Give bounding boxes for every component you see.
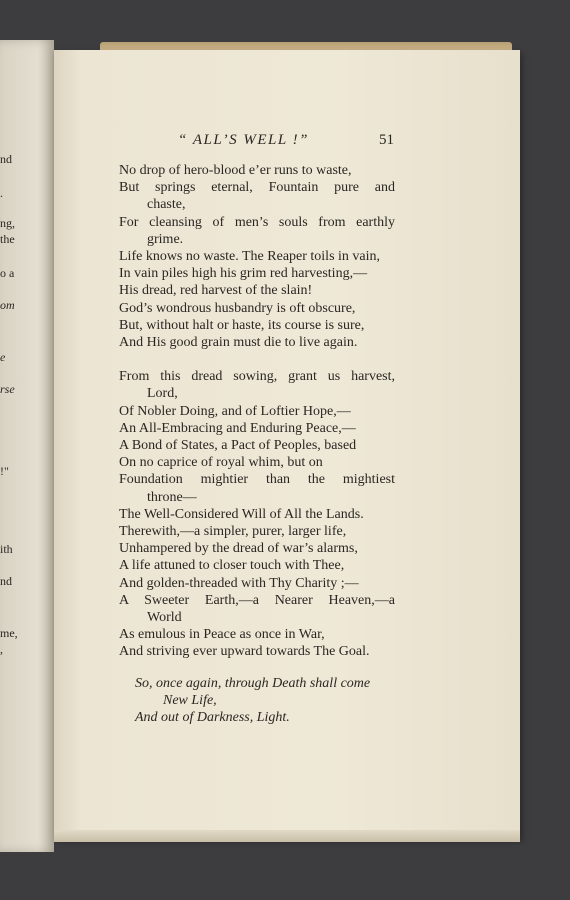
poem-line: Foundation mightier than the mightiest <box>119 472 395 488</box>
poem-line: From this dread sowing, grant us harvest, <box>119 369 395 385</box>
poem-line: New Life, <box>163 692 217 708</box>
left-page-fragment: o a <box>0 266 15 280</box>
poem-line: His dread, red harvest of the slain! <box>119 283 313 299</box>
poem-line: Of Nobler Doing, and of Loftier Hope,— <box>119 403 351 419</box>
poem-line: On no caprice of royal whim, but on <box>119 455 323 471</box>
poem-line: The Well-Considered Will of All the Lands. <box>119 506 364 522</box>
left-page-fragment: !" <box>0 464 9 478</box>
stanza <box>119 162 395 351</box>
poem-line: As emulous in Peace as once in War, <box>119 627 325 643</box>
left-page-fragment: ng, <box>0 216 15 230</box>
poem-line: Unhampered by the dread of war’s alarms, <box>119 541 358 557</box>
poem-line: An All-Embracing and Enduring Peace,— <box>119 420 356 436</box>
page-bottom-edge <box>54 830 520 842</box>
poem-line: Life knows no waste. The Reaper toils in vain, <box>119 249 381 265</box>
left-page-fragment: , <box>0 642 3 656</box>
poem-line: And golden-threaded with Thy Charity ;— <box>119 575 359 591</box>
poem-line: But springs eternal, Fountain pure and <box>119 180 395 196</box>
left-page-fragment: the <box>0 232 15 246</box>
poem-line: God’s wondrous husbandry is oft obscure, <box>119 300 356 316</box>
poem-line: And His good grain must die to live again. <box>119 335 358 351</box>
left-page-fragment: om <box>0 298 15 312</box>
poem-line: World <box>147 610 182 626</box>
poem-line: A Sweeter Earth,—a Nearer Heaven,—a <box>119 592 395 608</box>
poem-line: A Bond of States, a Pact of Peoples, based <box>119 438 357 454</box>
stanza-gap <box>119 351 395 368</box>
stanza <box>119 368 395 660</box>
poem-line: No drop of hero-blood e’er runs to waste, <box>119 163 352 178</box>
closing-couplet <box>119 675 395 727</box>
poem-line: A life attuned to closer touch with Thee, <box>119 558 345 574</box>
left-page-fragment: e <box>0 350 6 364</box>
left-page-fragment: . <box>0 186 3 200</box>
poem-line: Lord, <box>147 386 178 402</box>
poem-line: chaste, <box>147 197 186 213</box>
left-page-fragment: rse <box>0 382 15 396</box>
left-page-fragment: me, <box>0 626 18 640</box>
poem-line: So, once again, through Death shall come <box>135 675 371 691</box>
poem-line: throne— <box>147 489 197 505</box>
poem-line: And out of Darkness, Light. <box>135 710 290 726</box>
poem-line: And striving ever upward towards The Goal. <box>119 644 370 660</box>
left-page-fragment: nd <box>0 152 12 166</box>
running-title: “ ALL’S WELL !” <box>178 132 310 148</box>
left-page-fragment: ith <box>0 542 13 556</box>
left-page-fragment: nd <box>0 574 12 588</box>
poem-line: For cleansing of men’s souls from earthly <box>119 214 395 230</box>
poem-text <box>119 162 395 726</box>
poem-line: But, without halt or haste, its course is sure, <box>119 317 365 333</box>
poem-line: Therewith,—a simpler, purer, larger life, <box>119 524 347 540</box>
poem-line: In vain piles high his grim red harvesting,— <box>119 266 368 282</box>
page-header <box>0 132 570 154</box>
page-number: 51 <box>379 132 394 148</box>
poem-line: grime. <box>147 231 184 247</box>
